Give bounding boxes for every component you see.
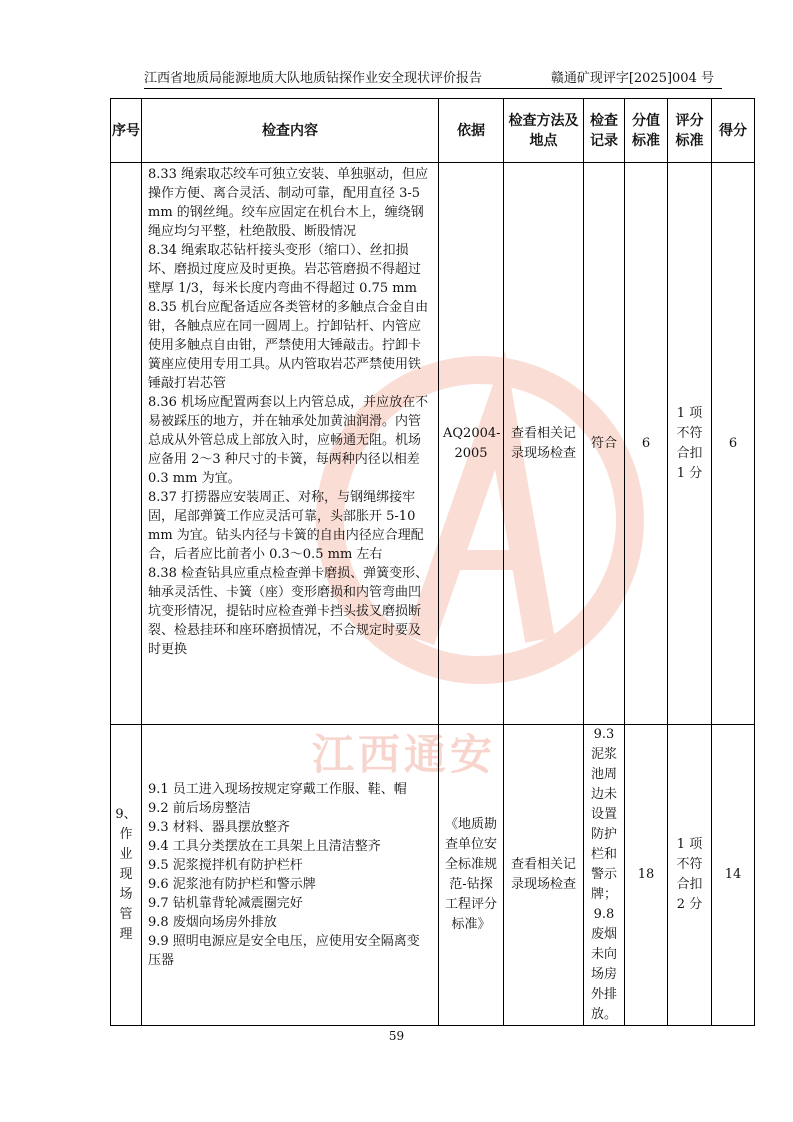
cell-method: 查看相关记录现场检查 <box>504 725 584 1026</box>
col-score: 得分 <box>712 99 755 163</box>
cell-method: 查看相关记录现场检查 <box>504 163 584 725</box>
check-item: 9.6 泥浆池有防护栏和警示牌 <box>148 877 316 892</box>
check-item: 9.9 照明电源应是安全电压，应使用安全隔离变压器 <box>148 934 420 968</box>
watermark-text: 江西通安 <box>312 730 497 779</box>
table-header-row <box>111 99 755 163</box>
cell-rating-std: 1 项不符合扣 2 分 <box>668 725 712 1026</box>
table-row <box>111 163 755 725</box>
cell-score-std: 6 <box>625 163 668 725</box>
col-rating-std: 评分标准 <box>668 99 712 163</box>
check-item: 9.4 工具分类摆放在工具架上且清洁整齐 <box>148 839 381 854</box>
check-item: 9.1 员工进入现场按规定穿戴工作服、鞋、帽 <box>148 782 407 797</box>
inspection-table <box>110 98 755 1026</box>
check-item: 8.33 绳索取芯绞车可独立安装、单独驱动，但应操作方便、离合灵活、制动可靠，配用直径 3-5 mm 的钢丝绳。绞车应固定在机台木上，缠绕钢绳应均匀平整，杜绝散股、断股情况 <box>148 167 429 239</box>
cell-basis: 《地质勘查单位安全标准规范-钻探工程评分标准》 <box>439 725 504 1026</box>
cell-score: 6 <box>712 163 755 725</box>
cell-content <box>142 163 439 725</box>
report-title: 江西省地质局能源地质大队地质钻探作业安全现状评价报告 <box>144 71 483 86</box>
cell-content <box>142 725 439 1026</box>
check-item: 8.36 机场应配置两套以上内管总成，并应放在不易被踩压的地方，并在轴承处加黄油润滑。内管总成从外管总成上部放入时，应畅通无阻。机场应备用 2～3 种尺寸的卡簧，每两种内径以相差 0.3 mm 为宜。 <box>148 395 429 486</box>
check-item: 8.35 机台应配备适应各类管材的多触点合金自由钳，各触点应在同一圆周上。拧卸钻杆、内管应使用多触点自由钳，严禁使用大锤敲击。拧卸卡簧座应使用专用工具。从内管取岩芯严禁使用铁锤敲打岩芯管 <box>148 300 429 391</box>
cell-basis: AQ2004-2005 <box>439 163 504 725</box>
table-row <box>111 725 755 1026</box>
cell-rating-std: 1 项不符合扣 1 分 <box>668 163 712 725</box>
col-score-std: 分值标准 <box>625 99 668 163</box>
col-content: 检查内容 <box>142 99 439 163</box>
cell-seq: 9、作业现场管理 <box>111 725 142 1026</box>
cell-score: 14 <box>712 725 755 1026</box>
col-basis: 依据 <box>439 99 504 163</box>
cell-seq <box>111 163 142 725</box>
check-item: 9.8 废烟向场房外排放 <box>148 915 277 930</box>
page-header <box>144 70 722 88</box>
check-item: 9.3 材料、器具摆放整齐 <box>148 820 290 835</box>
col-method: 检查方法及地点 <box>504 99 584 163</box>
check-item: 9.5 泥浆搅拌机有防护栏杆 <box>148 858 303 873</box>
col-seq: 序号 <box>111 99 142 163</box>
document-number: 赣通矿现评字[2025]004 号 <box>550 71 714 86</box>
check-item: 8.37 打捞器应安装周正、对称，与钢绳绑接牢固，尾部弹簧工作应灵活可靠，头部胀开 5-10 mm 为宜。钻头内径与卡簧的自由内径应合理配合，后者应比前者小 0.3～0.5 mm 左右 <box>148 490 424 562</box>
header-divider <box>144 88 722 89</box>
col-record: 检查记录 <box>584 99 625 163</box>
page-number: 59 <box>388 1029 405 1043</box>
cell-score-std: 18 <box>625 725 668 1026</box>
check-item: 8.34 绳索取芯钻杆接头变形（缩口）、丝扣损坏、磨损过度应及时更换。岩芯管磨损不得超过壁厚 1/3，每米长度内弯曲不得超过 0.75 mm <box>148 243 422 296</box>
check-item: 9.7 钻机靠背轮减震圈完好 <box>148 896 303 911</box>
cell-record: 符合 <box>584 163 625 725</box>
cell-record: 9.3 泥浆池周边未设置防护栏和警示牌；9.8 废烟未向场房外排放。 <box>584 725 625 1026</box>
check-item: 8.38 检查钻具应重点检查弹卡磨损、弹簧变形、轴承灵活性、卡簧（座）变形磨损和内管弯曲凹坑变形情况，提钻时应检查弹卡挡头拔叉磨损断裂、检悬挂环和座环磨损情况，不合规定时要及时更换 <box>148 566 429 657</box>
check-item: 9.2 前后场房整洁 <box>148 801 251 816</box>
